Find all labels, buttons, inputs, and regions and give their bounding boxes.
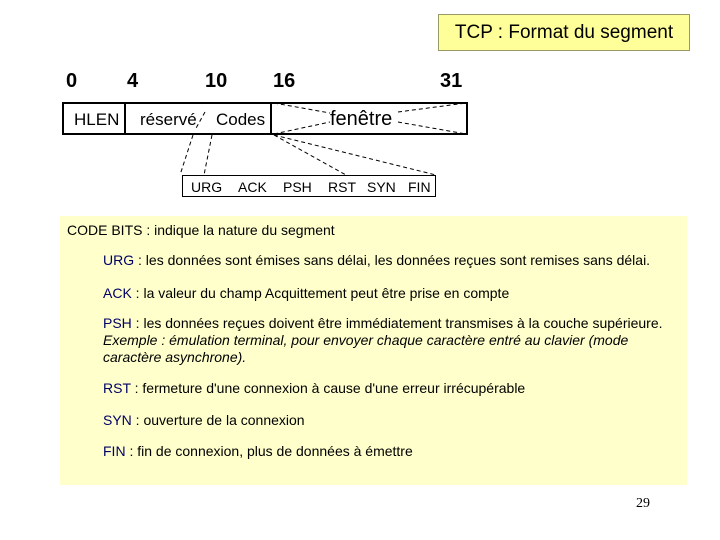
connector-line — [274, 135, 436, 175]
definition-text: : la valeur du champ Acquittement peut être prise en compte — [131, 285, 510, 301]
field-codes: Codes — [216, 110, 266, 129]
definition-ack — [103, 285, 678, 302]
bit-number-10: 10 — [205, 70, 228, 92]
bit-number-0: 0 — [66, 70, 78, 92]
definition-fin — [103, 443, 678, 460]
page-number: 29 — [636, 496, 650, 511]
connector-line — [204, 135, 212, 175]
bit-number-16: 16 — [273, 70, 296, 92]
code-bit-fin: FIN — [408, 179, 431, 195]
connector-line — [195, 112, 205, 130]
panel-heading: CODE BITS : indique la nature du segment — [67, 222, 335, 238]
code-bit-ack: ACK — [238, 179, 267, 195]
definition-abbr: SYN — [103, 412, 132, 428]
definition-text: : les données reçues doivent être immédiatement transmises à la couche supérieure. — [131, 315, 663, 331]
definition-rst — [103, 380, 678, 397]
code-bit-urg: URG — [191, 179, 223, 195]
connector-line — [274, 103, 330, 113]
bit-number-31: 31 — [440, 70, 463, 92]
definition-abbr: URG — [103, 252, 135, 268]
definition-syn — [103, 412, 678, 429]
definition-text: : fin de connexion, plus de données à émettre — [125, 443, 413, 459]
definition-abbr: RST — [103, 380, 131, 396]
field-reserve: réservé — [140, 110, 197, 129]
definition-example: Exemple : émulation terminal, pour envoyer chaque caractère entré au clavier (mode caractère asynchrone). — [103, 332, 629, 365]
code-bit-rst: RST — [328, 179, 356, 195]
bit-number-4: 4 — [127, 70, 139, 92]
connector-line — [398, 122, 466, 134]
slide-title: TCP : Format du segment — [438, 14, 690, 51]
connector-line — [274, 135, 346, 175]
definition-text: : les données sont émises sans délai, les données reçues sont remises sans délai. — [134, 252, 651, 268]
definition-text: : fermeture d'une connexion à cause d'une erreur irrécupérable — [130, 380, 526, 396]
field-fenetre: fenêtre — [330, 108, 393, 130]
definition-text: : ouverture de la connexion — [131, 412, 305, 428]
connector-line — [274, 122, 330, 134]
connector-line — [180, 135, 193, 175]
definition-urg — [103, 252, 678, 269]
code-bit-syn: SYN — [367, 179, 396, 195]
connector-line — [398, 103, 466, 112]
definition-psh — [103, 315, 678, 366]
definition-abbr: ACK — [103, 285, 132, 301]
code-bit-psh: PSH — [283, 179, 312, 195]
definition-abbr: FIN — [103, 443, 126, 459]
field-hlen: HLEN — [74, 110, 120, 129]
definition-abbr: PSH — [103, 315, 132, 331]
